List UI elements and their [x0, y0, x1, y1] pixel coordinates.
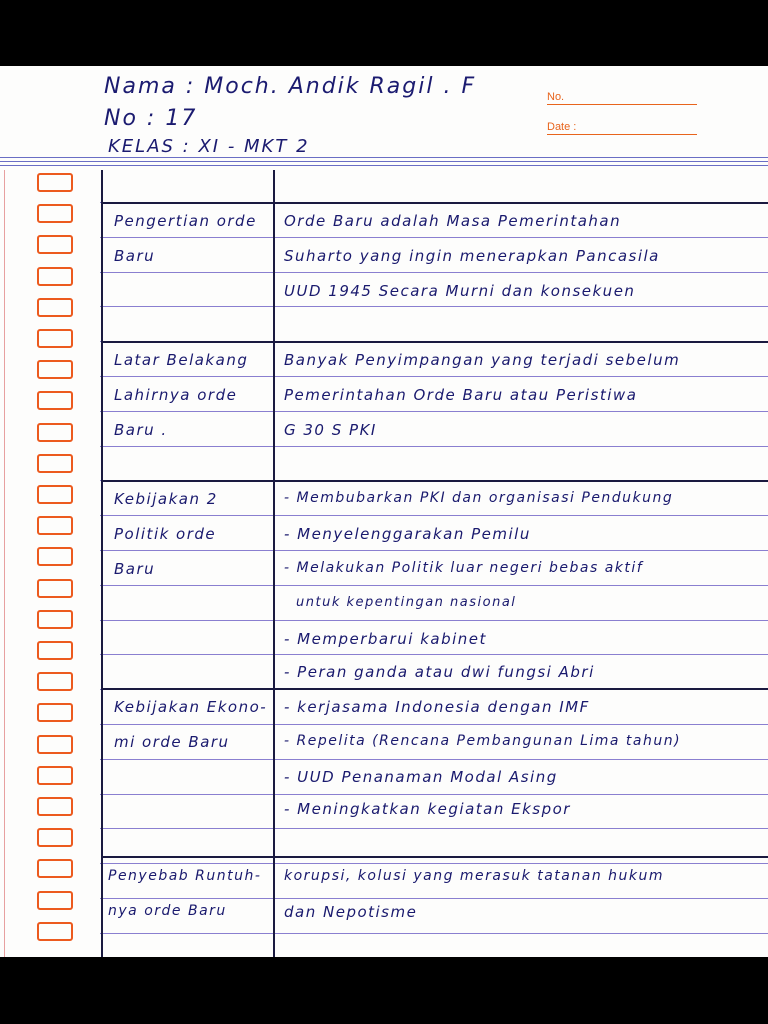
no-line — [547, 104, 697, 105]
ruled-line — [100, 376, 768, 377]
ruled-line — [100, 446, 768, 447]
binder-ring — [37, 360, 73, 379]
row-topic: Pengertian orde — [114, 212, 257, 230]
binder-ring — [37, 610, 73, 629]
ruled-line — [100, 898, 768, 899]
row-content: Suharto yang ingin menerapkan Pancasila — [284, 247, 660, 265]
binder-ring — [37, 391, 73, 410]
table-left-border — [101, 170, 103, 957]
row-divider — [101, 688, 768, 690]
row-content: UUD 1945 Secara Murni dan konsekuen — [284, 282, 636, 300]
row-topic: Penyebab Runtuh- — [108, 868, 262, 884]
binder-ring — [37, 797, 73, 816]
binder-ring — [37, 641, 73, 660]
photo-background-top — [0, 0, 768, 66]
student-name: Nama : Moch. Andik Ragil . F — [104, 74, 477, 99]
row-topic: Lahirnya orde — [114, 386, 238, 404]
row-content: Banyak Penyimpangan yang terjadi sebelum — [284, 351, 681, 369]
row-topic: mi orde Baru — [114, 733, 230, 751]
ruled-line — [100, 863, 768, 864]
binder-ring — [37, 173, 73, 192]
ruled-line — [100, 620, 768, 621]
header-separator — [0, 165, 768, 166]
binder-ring — [37, 547, 73, 566]
ruled-line — [100, 585, 768, 586]
row-topic: Baru — [114, 247, 156, 265]
row-content: Orde Baru adalah Masa Pemerintahan — [284, 212, 622, 230]
row-topic: Kebijakan Ekono- — [114, 698, 268, 716]
ruled-line — [100, 515, 768, 516]
ruled-line — [100, 933, 768, 934]
row-topic: Baru — [114, 560, 156, 578]
binder-ring — [37, 516, 73, 535]
ruled-line — [100, 724, 768, 725]
ruled-line — [100, 237, 768, 238]
row-divider — [101, 341, 768, 343]
row-content: - Menyelenggarakan Pemilu — [284, 525, 531, 543]
row-divider — [101, 856, 768, 858]
row-divider — [101, 202, 768, 204]
ruled-line — [100, 306, 768, 307]
row-topic: Kebijakan 2 — [114, 490, 218, 508]
date-line — [547, 134, 697, 135]
row-divider — [101, 480, 768, 482]
row-content: Pemerintahan Orde Baru atau Peristiwa — [284, 386, 638, 404]
row-topic: Latar Belakang — [114, 351, 249, 369]
header-separator — [0, 161, 768, 162]
binder-ring — [37, 423, 73, 442]
row-topic: Baru . — [114, 421, 168, 439]
row-content: - Memperbarui kabinet — [284, 630, 487, 648]
ruled-line — [100, 654, 768, 655]
row-content: - Repelita (Rencana Pembangunan Lima tahun) — [284, 733, 682, 749]
binder-ring — [37, 922, 73, 941]
row-topic: Politik orde — [114, 525, 217, 543]
row-content: korupsi, kolusi yang merasuk tatanan hukum — [284, 868, 665, 884]
row-topic: nya orde Baru — [108, 903, 227, 919]
binder-ring — [37, 454, 73, 473]
binder-ring — [37, 828, 73, 847]
ruled-line — [100, 272, 768, 273]
binder-ring — [37, 766, 73, 785]
no-label: No. — [547, 91, 565, 103]
row-content: - kerjasama Indonesia dengan IMF — [284, 698, 590, 716]
photo-background-bottom — [0, 957, 768, 1024]
ruled-line — [100, 550, 768, 551]
binder-ring — [37, 891, 73, 910]
row-content: - Peran ganda atau dwi fungsi Abri — [284, 663, 595, 681]
row-content: G 30 S PKI — [284, 421, 377, 439]
binder-ring — [37, 672, 73, 691]
margin-line — [4, 170, 5, 957]
binder-ring — [37, 859, 73, 878]
binder-ring — [37, 735, 73, 754]
binder-ring — [37, 235, 73, 254]
row-content: - Membubarkan PKI dan organisasi Pendukung — [284, 490, 674, 506]
student-number: No : 17 — [104, 106, 198, 131]
date-label: Date : — [547, 121, 577, 133]
binder-ring — [37, 703, 73, 722]
binder-ring — [37, 579, 73, 598]
row-content: - Meningkatkan kegiatan Ekspor — [284, 800, 571, 818]
table-column-divider — [273, 170, 275, 957]
row-content: untuk kepentingan nasional — [296, 595, 517, 610]
notebook-page — [0, 66, 768, 957]
ruled-line — [100, 794, 768, 795]
ruled-line — [100, 411, 768, 412]
ruled-line — [100, 828, 768, 829]
header-separator — [0, 157, 768, 158]
row-content: - UUD Penanaman Modal Asing — [284, 768, 558, 786]
binder-ring — [37, 298, 73, 317]
binder-ring — [37, 485, 73, 504]
student-class: KELAS : XI - MKT 2 — [108, 136, 310, 157]
row-content: - Melakukan Politik luar negeri bebas aktif — [284, 560, 644, 576]
binder-ring — [37, 329, 73, 348]
row-content: dan Nepotisme — [284, 903, 418, 921]
ruled-line — [100, 759, 768, 760]
binder-ring — [37, 204, 73, 223]
binder-ring — [37, 267, 73, 286]
